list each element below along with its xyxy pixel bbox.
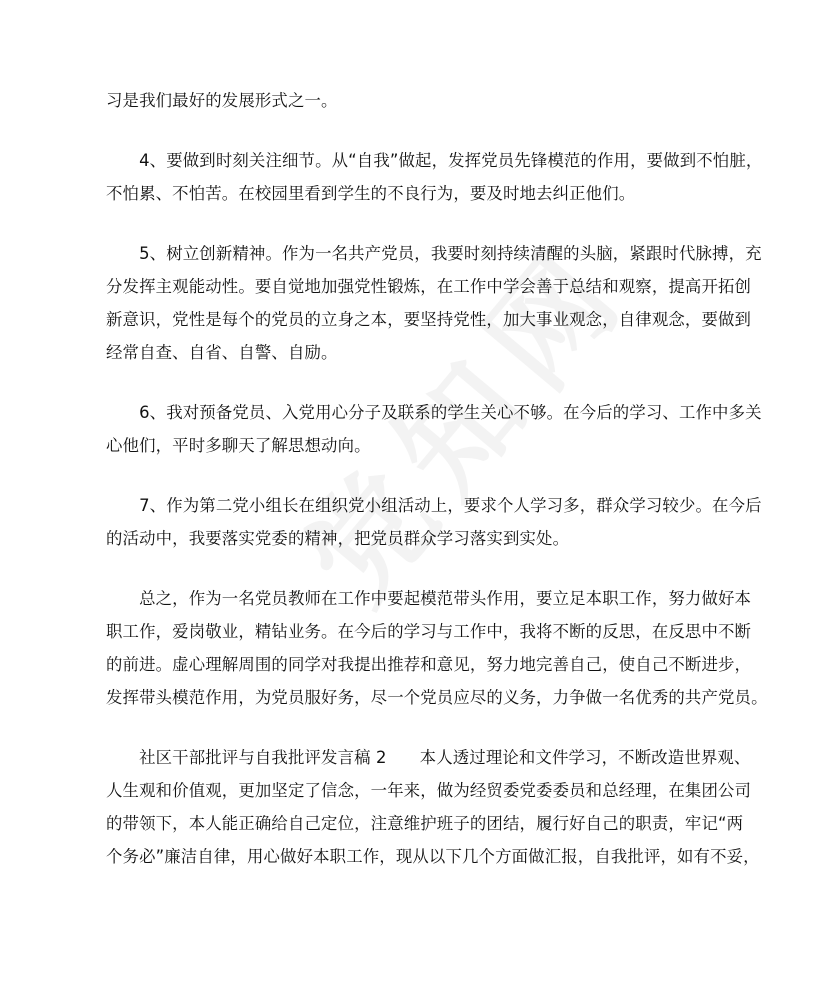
paragraph: [106, 489, 762, 555]
text-line: 的带领下，本人能正确给自己定位，注意维护班子的团结，履行好自己的职责，牢记“两: [106, 814, 744, 833]
text-line: 心他们，平时多聊天了解思想动向。: [106, 436, 371, 455]
text-line: 的活动中，我要落实党委的精神，把党员群众学习落实到实处。: [106, 529, 570, 548]
text-line: 4、要做到时刻关注细节。从“自我”做起，发挥党员先锋模范的作用，要做到不怕脏，: [106, 151, 763, 170]
text-line: 职工作，爱岗敬业，精钻业务。在今后的学习与工作中，我将不断的反思，在反思中不断: [106, 622, 752, 641]
text-line: 分发挥主观能动性。要自觉地加强党性锻炼，在工作中学会善于总结和观察，提高开拓创: [106, 277, 752, 296]
text-line: 不怕累、不怕苦。在校园里看到学生的不良行为，要及时地去纠正他们。: [106, 184, 636, 203]
paragraph: [106, 84, 740, 117]
text-line: 6、我对预备党员、入党用心分子及联系的学生关心不够。在今后的学习、工作中多关: [106, 403, 762, 422]
paragraph: [106, 396, 762, 462]
document-page: [106, 84, 768, 900]
text-line: 新意识，党性是每个的党员的立身之本，要坚持党性，加大事业观念，自律观念，要做到: [106, 310, 752, 329]
paragraph: [106, 582, 768, 714]
text-line: 社区干部批评与自我批评发言稿 2 本人透过理论和文件学习，不断改造世界观、: [106, 748, 751, 767]
text-line: 总之，作为一名党员教师在工作中要起模范带头作用，要立足本职工作，努力做好本: [106, 589, 752, 608]
text-line: 发挥带头模范作用，为党员服好务，尽一个党员应尽的义务，力争做一名优秀的共产党员。: [106, 688, 768, 707]
paragraph: [106, 144, 763, 210]
paragraph: [106, 237, 762, 369]
text-line: 经常自查、自省、自警、自励。: [106, 343, 338, 362]
text-line: 习是我们最好的发展形式之一。: [106, 91, 338, 110]
text-line: 个务必”廉洁自律，用心做好本职工作，现从以下几个方面做汇报，自我批评，如有不妥，: [106, 847, 760, 866]
paragraph: [106, 741, 760, 873]
text-line: 5、树立创新精神。作为一名共产党员，我要时刻持续清醒的头脑，紧跟时代脉搏，充: [106, 244, 762, 263]
text-line: 的前进。虚心理解周围的同学对我提出推荐和意见，努力地完善自己，使自己不断进步，: [106, 655, 752, 674]
text-line: 人生观和价值观，更加坚定了信念，一年来，做为经贸委党委委员和总经理，在集团公司: [106, 781, 752, 800]
text-line: 7、作为第二党小组长在组织党小组活动上，要求个人学习多，群众学习较少。在今后: [106, 496, 762, 515]
